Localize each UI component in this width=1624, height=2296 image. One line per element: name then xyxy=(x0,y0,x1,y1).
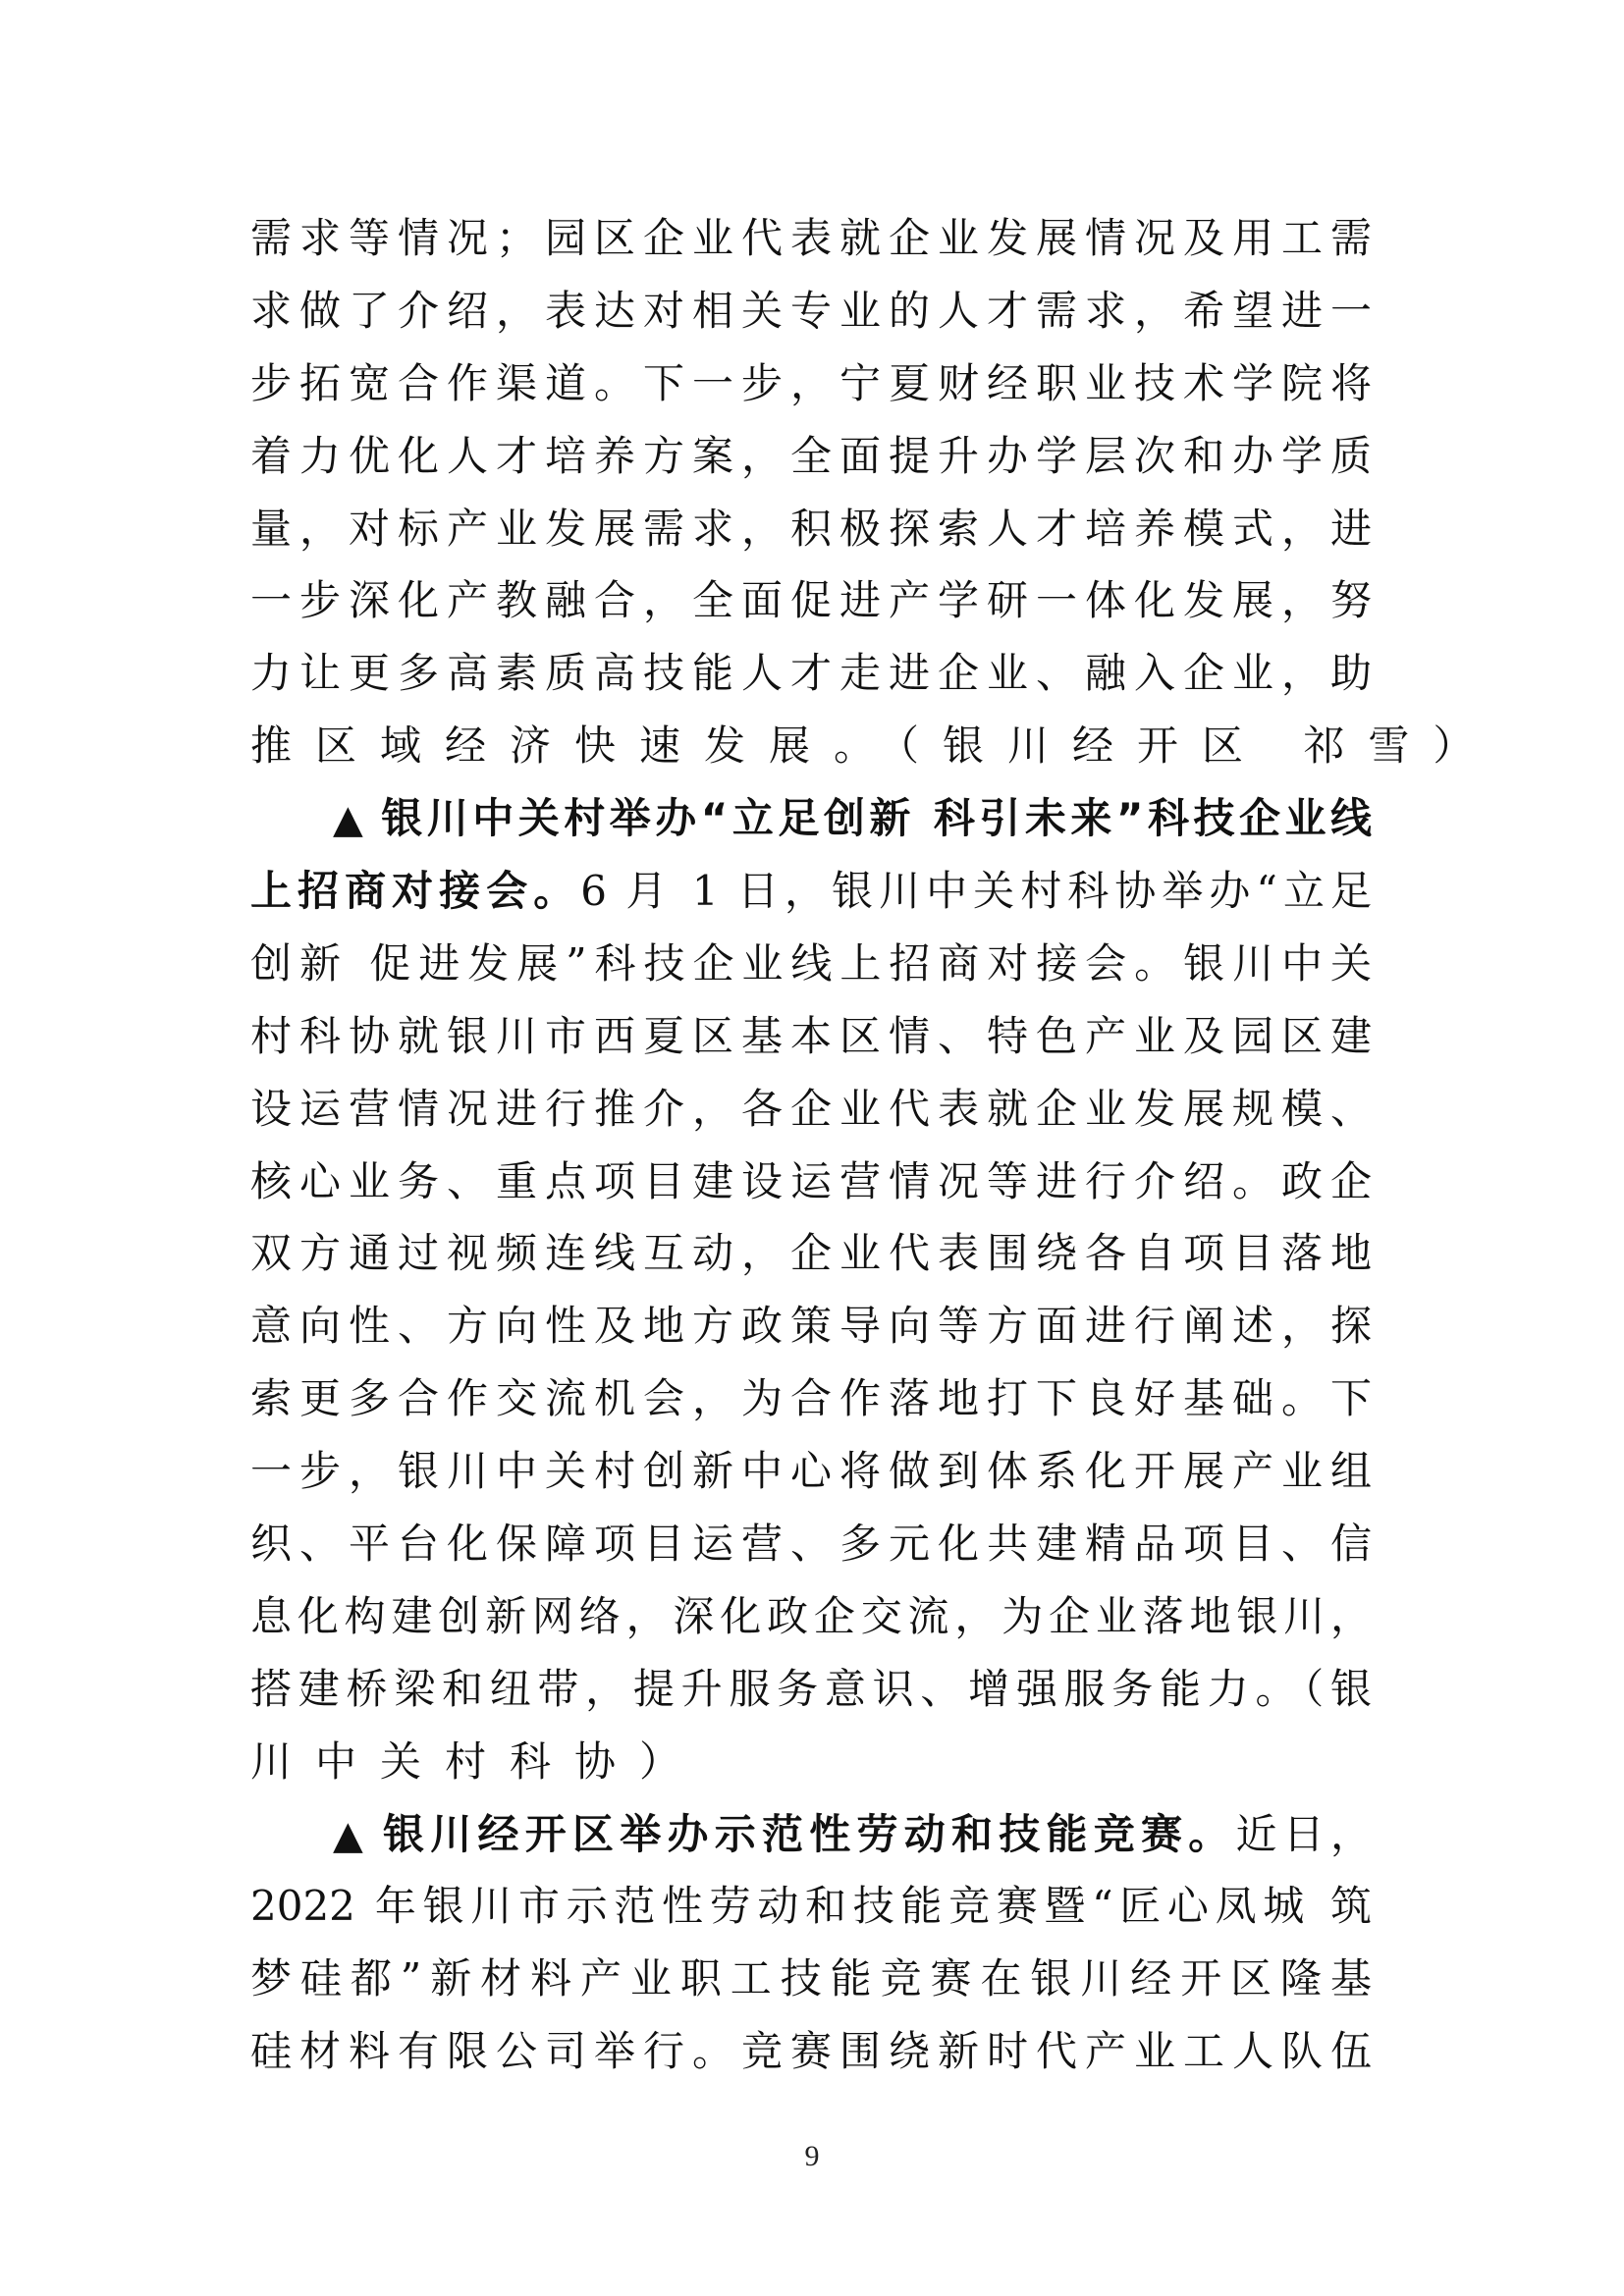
text-line xyxy=(250,2015,1372,2088)
paragraph-text: 设运营情况进行推介，各企业代表就企业发展规模、 xyxy=(250,1084,1372,1133)
paragraph-text: 织、平台化保障项目运营、多元化共建精品项目、信 xyxy=(250,1520,1372,1569)
paragraph-text: 着力优化人才培养方案，全面提升办学层次和办学质 xyxy=(250,431,1372,480)
text-line xyxy=(250,275,1372,347)
page-number: 9 xyxy=(804,2140,820,2172)
paragraph-text: 意向性、方向性及地方政策导向等方面进行阐述，探 xyxy=(250,1302,1372,1351)
text-line xyxy=(250,1362,1372,1435)
body-text xyxy=(250,202,1498,2088)
heading-line xyxy=(250,782,1372,855)
text-line xyxy=(250,1508,1372,1580)
paragraph-text: 息化构建创新网络，深化政企交流，为企业落地银川， xyxy=(250,1591,1372,1640)
text-line xyxy=(250,202,1372,275)
text-line xyxy=(250,1073,1372,1146)
heading-line xyxy=(250,1798,1372,1871)
paragraph-text: 村科协就银川市西夏区基本区情、特色产业及园区建 xyxy=(250,1011,1372,1060)
text-line xyxy=(250,855,1372,928)
text-line xyxy=(250,928,1372,1000)
paragraph-text: 力让更多高素质高技能人才走进企业、融入企业，助 xyxy=(250,649,1372,698)
text-line xyxy=(250,1146,1372,1218)
paragraph-text: 一步深化产教融合，全面促进产学研一体化发展，努 xyxy=(250,576,1372,625)
text-line xyxy=(250,637,1372,710)
paragraph-text: 2022 年银川市示范性劳动和技能竞赛暨“匠心凤城 筑 xyxy=(250,1882,1372,1931)
paragraph-text: 川中关村科协） xyxy=(250,1736,705,1786)
paragraph-text: 需求等情况；园区企业代表就企业发展情况及用工需 xyxy=(250,214,1372,262)
text-line xyxy=(250,1217,1372,1290)
text-line xyxy=(250,347,1372,420)
paragraph-text: 一步，银川中关村创新中心将做到体系化开展产业组 xyxy=(250,1447,1372,1496)
paragraph-text: 推区域经济快速发展。（银川经开区 祁雪） xyxy=(250,721,1498,771)
triangle-bullet-icon: ▲ xyxy=(333,1812,370,1858)
paragraph-text: 硅材料有限公司举行。竞赛围绕新时代产业工人队伍 xyxy=(250,2027,1372,2076)
paragraph-text: 近日， xyxy=(1235,1809,1372,1858)
paragraph-text: 步拓宽合作渠道。下一步，宁夏财经职业技术学院将 xyxy=(250,358,1372,407)
bold-heading-text: 银川中关村举办“立足创新 科引未来”科技企业线 xyxy=(381,794,1372,843)
text-line xyxy=(250,493,1372,565)
bold-heading-text: 上招商对接会。 xyxy=(250,867,581,916)
paragraph-text: 创新 促进发展”科技企业线上招商对接会。银川中关 xyxy=(250,938,1372,988)
text-line xyxy=(250,1870,1372,1943)
text-line xyxy=(250,420,1372,493)
text-line xyxy=(250,1000,1372,1073)
paragraph-text: 索更多合作交流机会，为合作落地打下良好基础。下 xyxy=(250,1374,1372,1423)
bold-heading-text: 银川经开区举办示范性劳动和技能竞赛。 xyxy=(383,1809,1236,1858)
text-line xyxy=(250,1290,1372,1362)
text-line xyxy=(250,1653,1372,1726)
paragraph-text: 核心业务、重点项目建设运营情况等进行介绍。政企 xyxy=(250,1156,1372,1205)
paragraph-text: 量，对标产业发展需求，积极探索人才培养模式，进 xyxy=(250,504,1372,553)
text-line xyxy=(250,564,1372,637)
text-line xyxy=(250,1943,1372,2015)
triangle-bullet-icon: ▲ xyxy=(333,797,368,843)
paragraph-text: 求做了介绍，表达对相关专业的人才需求，希望进一 xyxy=(250,286,1372,335)
text-line xyxy=(250,1580,1372,1653)
paragraph-text: 搭建桥梁和纽带，提升服务意识、增强服务能力。（银 xyxy=(250,1664,1372,1713)
text-line xyxy=(250,1435,1372,1508)
paragraph-text: 双方通过视频连线互动，企业代表围绕各自项目落地 xyxy=(250,1229,1372,1278)
text-line xyxy=(250,710,1498,782)
text-line xyxy=(250,1726,1372,1798)
paragraph-text: 6 月 1 日，银川中关村科协举办“立足 xyxy=(580,867,1372,916)
paragraph-text: 梦硅都”新材料产业职工技能竞赛在银川经开区隆基 xyxy=(250,1954,1372,2003)
